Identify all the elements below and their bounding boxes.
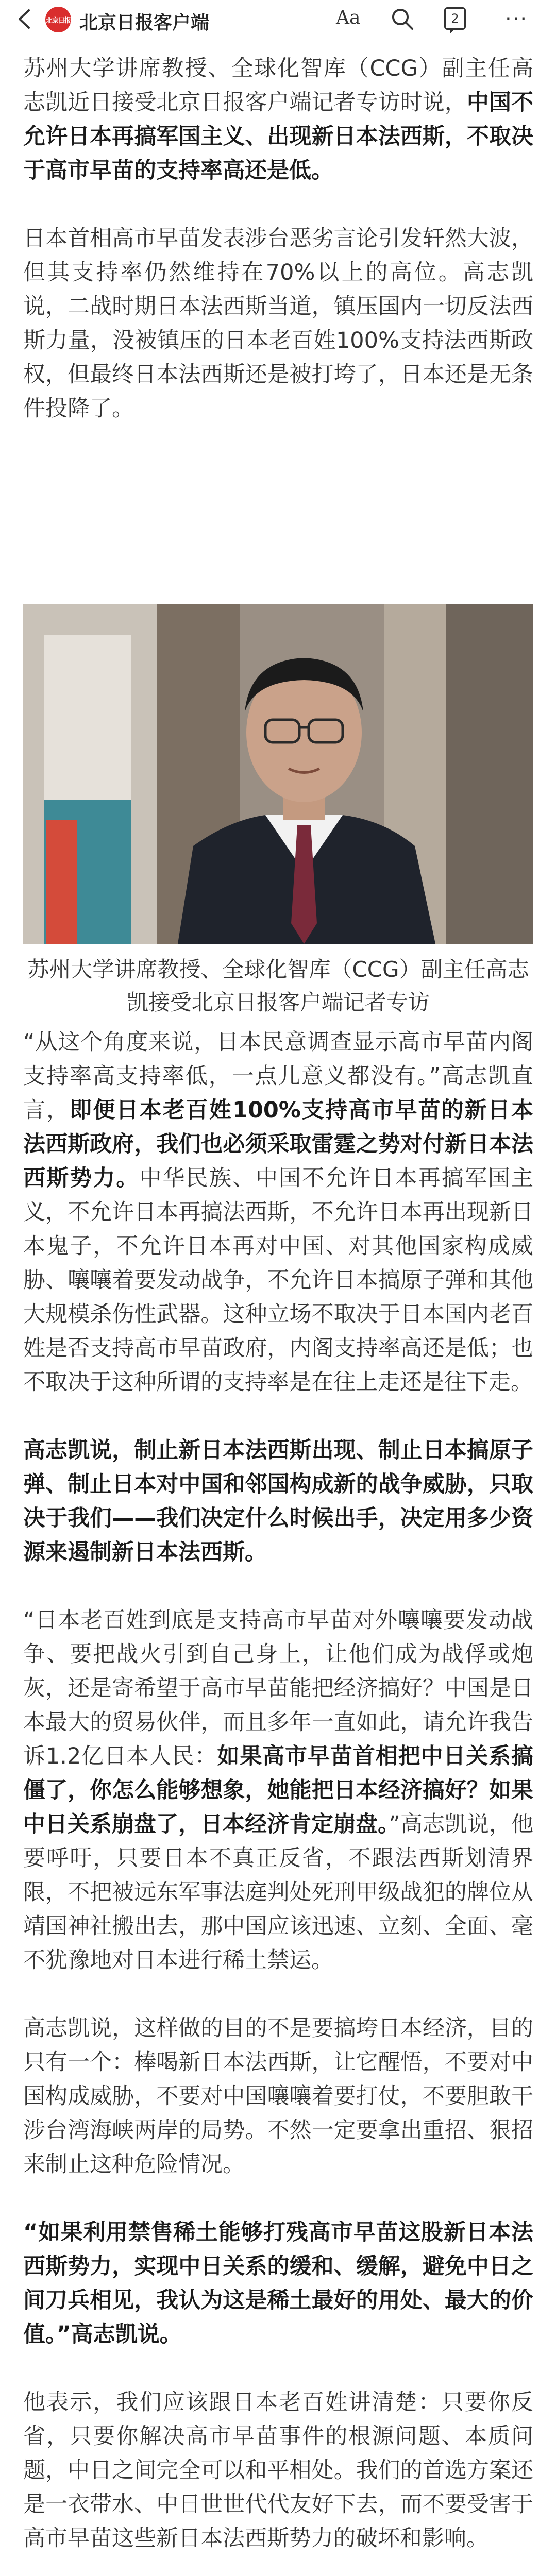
paragraph-3 — [23, 1025, 533, 1399]
top-bar — [0, 0, 556, 38]
paragraph-text: 苏州大学讲席教授、全球化智库（CCG）副主任高志凯近日接受北京日报客户端记者专访时说， — [23, 56, 533, 115]
paragraph-5 — [23, 1603, 533, 1977]
font-size-button[interactable]: Aa — [336, 7, 361, 28]
comment-count-button[interactable]: 2 — [444, 7, 466, 30]
photo-caption: 苏州大学讲席教授、全球化智库（CCG）副主任高志凯接受北京日报客户端记者专访 — [27, 957, 529, 1015]
paragraph-1 — [23, 52, 533, 188]
app-name[interactable]: 北京日报客户端 — [79, 12, 210, 33]
bold-text: 即便日本老百姓100%支持高市早苗的新日本法西斯政府，我们也必须采取雷霆之势对付新日本法西斯势力。 — [23, 1097, 534, 1191]
search-icon[interactable] — [391, 7, 414, 31]
paragraph-text: ”高志凯说，他要呼吁，只要日本不真正反省，不跟法西斯划清界限，不把被远东军事法庭判处死刑甲级战犯的牌位从靖国神社搬出去，那中国应该迅速、立刻、全面、毫不犹豫地对日本进行稀土禁运。 — [23, 1811, 534, 1973]
paragraph-text: “日本老百姓到底是支持高市早苗对外嚷嚷要发动战争、要把战火引到自己身上，让他们成为战俘或炮灰，还是寄希望于高市早苗能把经济搞好？中国是日本最大的贸易伙伴，而且多年一直如此，请允许我告诉1.2亿日本人民： — [23, 1607, 533, 1769]
app-logo: 北京日报 — [45, 7, 71, 32]
bold-text: ”高志凯说。 — [56, 2321, 182, 2347]
back-icon[interactable] — [14, 7, 35, 31]
bold-text: 中国不允许日本再搞军国主义、出现新日本法西斯，不取决于高市早苗的支持率高还是低。 — [23, 90, 534, 183]
article-photo[interactable] — [23, 604, 533, 944]
paragraph-2: 日本首相高市早苗发表涉台恶劣言论引发轩然大波，但其支持率仍然维持在70%以上的高位。高志凯说，二战时期日本法西斯当道，镇压国内一切反法西斯力量，没被镇压的日本老百姓100%支持法西斯政权，但最终日本法西斯还是被打垮了，日本还是无条件投降了。 — [23, 226, 533, 421]
article-body-2 — [23, 1025, 533, 2555]
paragraph-text: “从这个角度来说，日本民意调查显示高市早苗内阁支持率高支持率低，一点儿意义都没有。”高志凯直言， — [23, 1029, 533, 1123]
paragraph-8: 他表示，我们应该跟日本老百姓讲清楚：只要你反省，只要你解决高市早苗事件的根源问题、本质问题，中日之间完全可以和平相处。我们的首选方案还是一衣带水、中日世世代代友好下去，而不要受害于高市早苗这些新日本法西斯势力的破坏和影响。 — [23, 2389, 533, 2551]
paragraph-6: 高志凯说，这样做的目的不是要搞垮日本经济，目的只有一个：棒喝新日本法西斯，让它醒悟，不要对中国构成威胁，不要对中国嚷嚷着要打仗，不要胆敢干涉台湾海峡两岸的局势。不然一定要拿出重招、狠招来制止这种危险情况。 — [23, 2015, 533, 2177]
bold-text: “如果利用禁售稀土能够打残高市早苗这股新日本法西斯势力，实现中日关系的缓和、缓解，避免中日之间刀兵相见，我认为这是稀土最好的用处、最大的价值。 — [23, 2219, 533, 2347]
bold-text: 如果高市早苗首相把中日关系搞僵了，你怎么能够想象，她能把日本经济搞好？如果中日关系崩盘了，日本经济肯定崩盘。 — [23, 1743, 534, 1837]
paragraph-7 — [23, 2215, 533, 2351]
paragraph-text: 中华民族、中国不允许日本再搞军国主义，不允许日本再搞法西斯，不允许日本再出现新日本鬼子，不允许日本再对中国、对其他国家构成威胁、嚷嚷着要发动战争，不允许日本搞原子弹和其他大规模杀伤性武器。这种立场不取决于日本国内老百姓是否支持高市早苗政府，内阁支持率高还是低；也不取决于这种所谓的支持率是在往上走还是往下走。 — [23, 1165, 534, 1395]
article-body — [23, 52, 533, 426]
more-options-icon[interactable]: ··· — [505, 7, 528, 31]
paragraph-4: 高志凯说，制止新日本法西斯出现、制止日本搞原子弹、制止日本对中国和邻国构成新的战争威胁，只取决于我们——我们决定什么时候出手，决定用多少资源来遏制新日本法西斯。 — [23, 1437, 533, 1565]
